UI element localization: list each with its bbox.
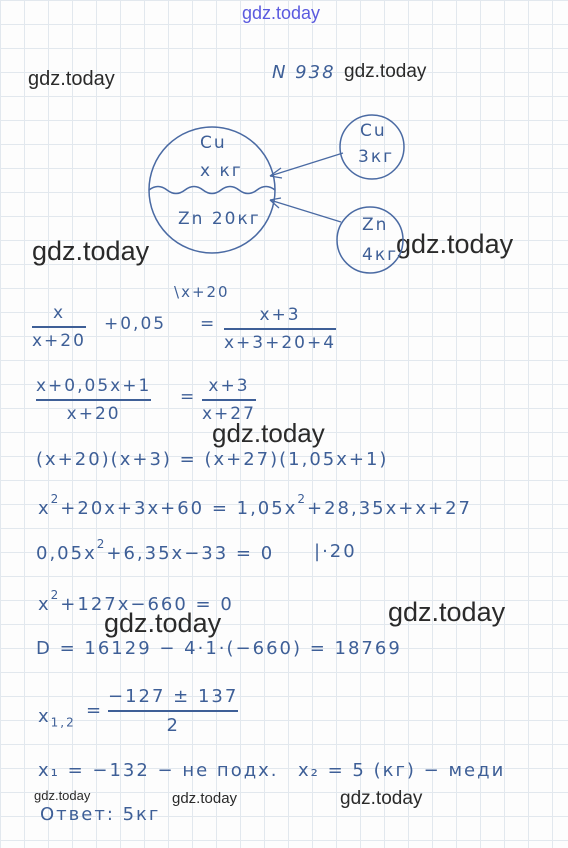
watermark: gdz.today xyxy=(396,229,514,259)
eq1-multiplier xyxy=(174,283,230,301)
line6-part-b: +127x−660 = 0 xyxy=(60,594,234,615)
watermark: gdz.today xyxy=(172,790,238,807)
line4-exponent-a: 2 xyxy=(50,492,61,506)
watermark: gdz.today xyxy=(388,597,506,627)
root-x1: x₁ = −132 − не подх. xyxy=(38,760,279,781)
line6-exponent: 2 xyxy=(50,588,61,602)
watermark: gdz.today xyxy=(212,418,325,448)
line4-part-a: x xyxy=(38,498,51,519)
fraction-bar xyxy=(224,328,336,330)
roots-lhs-x: x xyxy=(38,706,51,727)
fraction-bar xyxy=(36,399,151,401)
problem-number: N 938 xyxy=(272,62,336,83)
roots-subscript: 1,2 xyxy=(50,715,76,730)
big-circle-top-line2: x кг xyxy=(200,161,243,181)
eq1-equals: = xyxy=(200,314,217,334)
fraction-bar xyxy=(32,326,86,328)
small-circle-zn-line1: Zn xyxy=(362,215,389,235)
watermark: gdz.today xyxy=(344,61,427,82)
arrow-line-cu xyxy=(270,153,343,176)
eq2-f2-denominator: x+27 xyxy=(202,403,256,424)
line4-exponent-b: 2 xyxy=(297,492,308,506)
big-circle-top-line1: Cu xyxy=(200,133,227,153)
roots-denominator: 2 xyxy=(166,714,180,736)
eq1-f2-numerator: x+3 xyxy=(259,305,301,325)
small-circle-cu-line1: Cu xyxy=(360,121,387,141)
multiplier-tick: \ xyxy=(174,283,182,301)
equation-line-4 xyxy=(38,492,473,519)
watermark: gdz.today xyxy=(34,788,91,803)
watermark: gdz.today xyxy=(340,788,423,809)
eq2-equals: = xyxy=(180,387,197,407)
watermark: gdz.today xyxy=(28,68,115,90)
roots-formula-fraction xyxy=(108,686,238,736)
line5-part-a: 0,05x xyxy=(36,543,97,564)
line4-part-c: +28,35x+x+27 xyxy=(307,498,473,519)
eq2-fraction-left xyxy=(36,376,151,424)
eq2-fraction-right xyxy=(202,376,256,424)
fraction-bar xyxy=(202,399,256,401)
roots-numerator: −127 ± 137 xyxy=(108,686,239,707)
line6-part-a: x xyxy=(38,594,51,615)
arrow-line-zn xyxy=(270,200,341,222)
eq1-fraction-right xyxy=(224,305,336,353)
small-circle-zn-line2: 4кг xyxy=(362,245,399,265)
roots-formula-lhs xyxy=(38,706,76,730)
watermark-top: gdz.today xyxy=(242,3,321,23)
eq1-f2-denominator: x+3+20+4 xyxy=(224,332,337,353)
fraction-bar xyxy=(108,710,238,712)
line5-part-b: +6,35x−33 = 0 xyxy=(106,543,275,564)
eq2-f2-numerator: x+3 xyxy=(208,376,250,396)
eq1-multiplier-value: x+20 xyxy=(181,283,230,301)
eq2-f1-numerator: x+0,05x+1 xyxy=(36,376,152,396)
eq1-f1-numerator: x xyxy=(52,303,65,323)
eq1-f1-denominator: x+20 xyxy=(32,330,86,351)
equation-line-6 xyxy=(38,588,234,615)
line4-part-b: +20x+3x+60 = 1,05x xyxy=(60,498,298,519)
small-circle-cu-line2: 3кг xyxy=(358,147,395,167)
line5-exponent: 2 xyxy=(96,537,107,551)
wavy-separator xyxy=(149,187,275,194)
equation-line-5 xyxy=(36,537,275,564)
big-circle-bottom: Zn 20кг xyxy=(178,209,261,229)
watermark: gdz.today xyxy=(104,608,222,638)
watermark: gdz.today xyxy=(32,236,150,266)
root-x2: x₂ = 5 (кг) − меди xyxy=(298,760,506,781)
eq1-plus-term: +0,05 xyxy=(104,314,167,334)
answer: Ответ: 5кг xyxy=(40,804,161,825)
line5-multiplier: |·20 xyxy=(314,541,357,562)
discriminant-line: D = 16129 − 4·1·(−660) = 18769 xyxy=(36,638,402,659)
equation-line-3: (x+20)(x+3) = (x+27)(1,05x+1) xyxy=(36,449,389,470)
eq2-f1-denominator: x+20 xyxy=(66,403,121,424)
roots-formula-equals: = xyxy=(86,700,104,721)
eq1-fraction-left xyxy=(32,303,86,351)
